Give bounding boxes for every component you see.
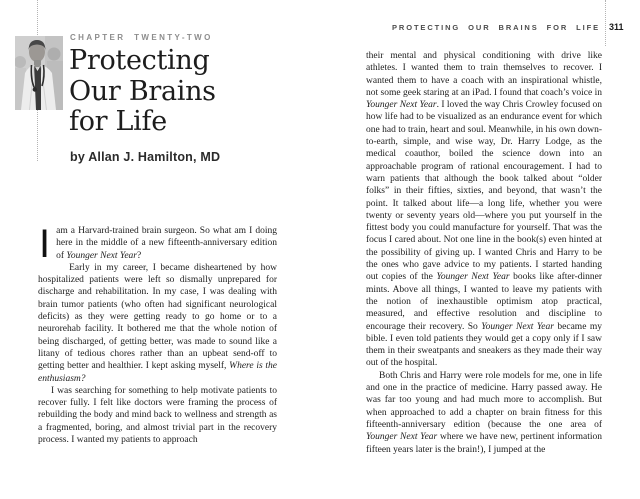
drop-cap-letter: I bbox=[39, 222, 51, 266]
chapter-title-line-3: for Life bbox=[69, 106, 167, 137]
chapter-title-line-2: Our Brains bbox=[69, 75, 216, 107]
paragraph-continuation: their mental and physical conditioning with drive like athletes. I wanted them to train themselves to recover. I wanted them to have a coach with an inspirational whistle, not some geek staring at an iPad. I found that coach’s voice in Younger Next Year. I loved the way Chris Crowley focused on how life had to be visualized as an endurance event for which one had to train, heart and soul. Meanwhile, in his own down-to-earth, simple, and wise way, Dr. Harry Lodge, as the medical coauthor, boiled the science down into an approachable program of rational encouragement. I had to warn patients that although the book talked about “older folks” in their fifties, sixties, and beyond, that wasn’t the point. It talked about life—a long life, whether you were twenty or seventy years old—where you put yourself in the fittest body you could manufacture for yourself. That was the focus I cared about. Not one line in the book(s) even hinted at the possibility of giving up. I wanted Chris and Harry to be the ones who gave advice to my patients. I started handing out copies of the Younger Next Year books like after-dinner mints. Above all things, I wanted to leave my patients with the notion of inexhaustible optimism atop practical, measured, and effective resolution and discipline to encourage their recovery. So Younger Next Year became my bible. I even told patients they would get a copy only if I saw them in their sweatpants and sneakers as they made their way out of the hospital. bbox=[366, 51, 603, 369]
chapter-title bbox=[69, 46, 216, 138]
chapter-title-line-1: Protecting bbox=[69, 45, 210, 76]
author-photo bbox=[15, 36, 63, 110]
folio-dotted-rule bbox=[605, 0, 606, 46]
paragraph: I was searching for something to help motivate patients to recover fully. I felt like doctors were framing the process of rebuilding the body and mind back to wellness and strength as a fragmented, boring, and almost trivial part in the recovery process. I wanted my patients to approach bbox=[38, 385, 277, 446]
author-portrait-icon bbox=[15, 36, 63, 110]
left-page-body-text bbox=[38, 222, 277, 446]
page-number: 311 bbox=[609, 22, 624, 32]
author-byline: by Allan J. Hamilton, MD bbox=[70, 150, 221, 164]
paragraph: Early in my career, I became disheartened by how hospitalized patients were left so dismally unprepared for discharge and rehabilitation. In my case, I was dealing with brain tumor patients (who often had significant neurological deficits) as they were getting ready to go home or to a neurorehab facility. It bothered me that the whole notion of being discharged, of getting better, was made to sound like a litany of tedious chores rather than an upbeat send-off to getting better and healthier. I kept asking myself, Where is the enthusiasm? bbox=[38, 262, 277, 384]
chapter-number-label: CHAPTER TWENTY-TWO bbox=[70, 33, 213, 42]
paragraph-opening-text: am a Harvard-trained brain surgeon. So what am I doing here in the middle of a new fifteenth-anniversary edition of Younger Next Year? bbox=[56, 226, 277, 261]
right-page-body-text bbox=[366, 50, 602, 456]
running-head: PROTECTING OUR BRAINS FOR LIFE bbox=[392, 23, 600, 32]
paragraph: Both Chris and Harry were role models for me, one in life and one in the practice of medicine. Harry passed away. He was far too young and had much more to accomplish. But when approached to add a chapter on brain fitness for this fifteenth-anniversary edition (because the one area of Younger Next Year where we have new, pertinent information fifteen years later is the brain!), I jumped at the bbox=[366, 370, 603, 455]
paragraph-opening bbox=[38, 222, 277, 266]
